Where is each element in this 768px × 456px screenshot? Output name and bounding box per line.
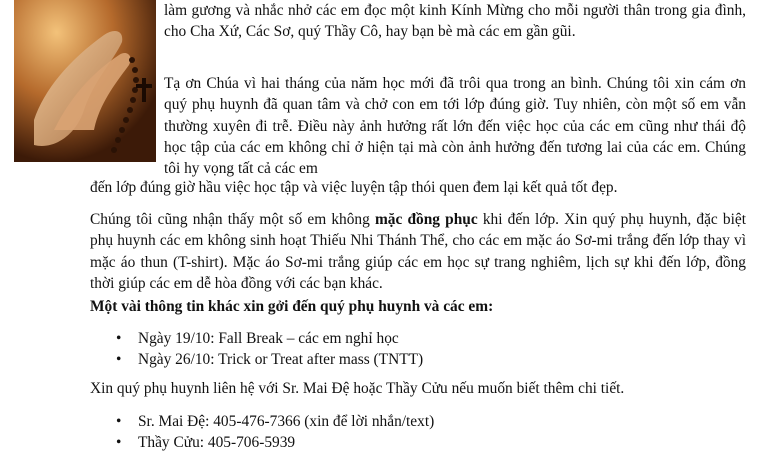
thanks-paragraph-continued: đến lớp đúng giờ hầu việc học tập và việc luyện tập thói quen đem lại kết quả tốt đẹp. [90, 179, 618, 196]
list-item-text: Thầy Cửu: 405-706-5939 [138, 434, 296, 451]
list-item [116, 349, 423, 370]
contact-paragraph: Xin quý phụ huynh liên hệ với Sr. Mai Đệ hoặc Thầy Cửu nếu muốn biết thêm chi tiết. [90, 380, 625, 397]
uniform-text-before: Chúng tôi cũng nhận thấy một số em không [90, 211, 375, 228]
bullet-icon: • [116, 351, 122, 368]
list-item [116, 328, 423, 349]
list-item-text: Ngày 19/10: Fall Break – các em nghỉ học [138, 330, 399, 347]
intro-paragraph: làm gương và nhắc nhở các em đọc một kinh Kính Mừng cho mỗi người thân trong gia đình, cho Cha Xứ, Các Sơ, quý Thầy Cô, hay bạn bè mà các em gần gũi. [164, 2, 746, 41]
info-list [116, 328, 423, 370]
thanks-paragraph: Tạ ơn Chúa vì hai tháng của năm học mới đã trôi qua trong an bình. Chúng tôi xin cám ơn quý phụ huynh đã quan tâm và chở con em tới lớp đúng giờ. Tuy nhiên, còn một số em vẫn thường xuyên đi trễ. Điều này ảnh hưởng rất lớn đến việc học của các em cũng như thái độ học tập của các em không chỉ ở hiện tại mà còn ảnh hưởng đến tương lai của các em. Chúng tôi hy vọng tất cả các em [164, 75, 746, 178]
list-item [116, 411, 434, 432]
uniform-text-after: khi đến lớp. Xin quý phụ huynh, đặc biệt phụ huynh các em không sinh hoạt Thiếu Nhi Thánh Thể, cho các em mặc áo Sơ-mi trắng đến lớp thay vì mặc áo thun (T-shirt). Mặc áo Sơ-mi trắng giúp các em học sự trang nghiêm, lịch sự khi đến lớp, đồng thời giúp các em dễ hòa đồng với các bạn khác. [90, 211, 747, 292]
bullet-icon: • [116, 434, 122, 451]
praying-hands-rosary-image [14, 0, 156, 162]
list-item-text: Ngày 26/10: Trick or Treat after mass (TNTT) [138, 351, 424, 368]
contact-list [116, 411, 434, 453]
bullet-icon: • [116, 330, 122, 347]
info-heading: Một vài thông tin khác xin gởi đến quý phụ huynh và các em: [90, 298, 494, 315]
uniform-emphasis: mặc đồng phục [374, 211, 478, 228]
bullet-icon: • [116, 413, 122, 430]
list-item-text: Sr. Mai Đệ: 405-476-7366 (xin để lời nhắn/text) [138, 413, 435, 430]
uniform-paragraph [90, 209, 746, 294]
list-item [116, 432, 434, 453]
